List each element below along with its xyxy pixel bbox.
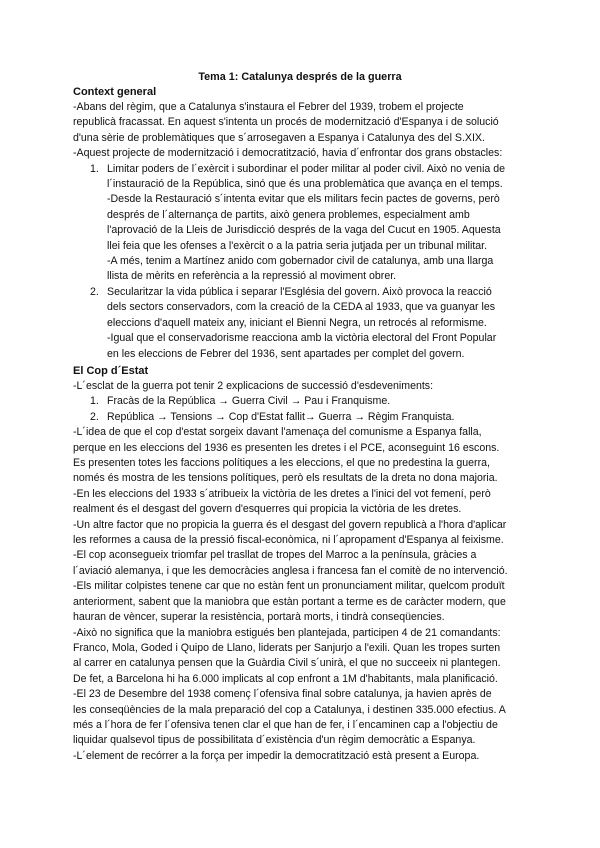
paragraph-line: -L´idea de que el cop d'estat sorgeix davant l'amenaça del comunisme a Espanya falla, [73,426,482,439]
paragraph-line: -El cop aconsegueix triomfar pel trasllat de tropes del Marroc a la península, gràcies a [73,549,477,562]
list-line: República → Tensions → Cop d'Estat fallit→ Guerra → Règim Franquista. [107,410,455,423]
list-line: Fracàs de la República → Guerra Civil → Pau i Franquisme. [107,395,391,408]
list-line: l'aprovació de la Lleis de Jurisdicció després de la vaga del Cucut en 1905. Aquesta [107,224,501,237]
list-line: Limitar poders de l´exèrcit i subordinar el poder militar al poder civil. Això no venia de [107,162,506,175]
list-number: 1. [90,162,99,175]
paragraph-line: -Un altre factor que no propicia la guerra és el desgast del govern republicà a l'hora d'aplicar [73,518,507,531]
paragraph-line: anteriorment, sabent que la maniobra que estàn portant a terme es de caràcter modern, que [73,595,506,608]
paragraph-line: d'una sèrie de problemàtiques que s´arrosegaven a Espanya i Catalunya des del S.XIX. [73,131,485,144]
paragraph-line: més a l´hora de fer l´ofensiva tenen clar el que han de fer, i l´encaminen cap a l'objectiu de [73,718,498,731]
list-line: -A més, tenim a Martínez anido com gobernador civil de catalunya, amb una llarga [107,255,494,268]
paragraph-line: les reformes a causa de la pressió fiscal-econòmica, ni l´apropament d'Espanya al feixisme. [73,534,504,547]
list-line: en les eleccions de Febrer del 1936, sent apartades per complet del govern. [107,347,465,360]
list-line: després de l´alternança de partits, això genera problemes, especialment amb [107,208,470,221]
paragraph-line: Es presenten totes les faccions polítiques a les eleccions, el que no predestina la guerra, [73,457,490,470]
list-line: dels sectors conservadors, com la creació de la CEDA al 1933, que va guanyar les [107,301,496,314]
explanations-list [73,394,535,425]
list-number: 1. [90,395,99,408]
list-line: llista de mèrits en referència a la repressió al moviment obrer. [107,270,397,283]
paragraph-line: -Abans del règim, que a Catalunya s'instaura el Febrer del 1939, trobem el projecte [73,101,464,113]
list-item [73,410,535,425]
list-number: 2. [90,410,99,423]
heading-context-general: Context general [73,86,157,98]
paragraph-line: liquidar qualsevol tipus de possibilitata d´existència d'un règim democràtic a Espanya. [73,734,476,747]
paragraph-line: -Els militar colpistes tenene car que no estàn fent un pronunciament militar, quelcom produït [73,580,505,593]
paragraph-line: l´aviació alemanya, i que les democràcies anglesa i francesa fan el comitè de no intervenció. [73,564,508,577]
context-intro [73,100,535,362]
heading-cop-estat: El Cop d´Estat [73,365,149,377]
paragraph-line: Franco, Mola, Goded i Quipo de Llano, liderats per Sanjurjo a l'exili. Quan les tropes surten [73,641,501,654]
list-item [73,162,535,285]
paragraph-line: les conseqüències de la mala preparació del cop a Catalunya, i destinen 335.000 efectius. A [73,703,506,716]
list-line: Secularitzar la vida pública i separar l'Església del govern. Això provoca la reacció [107,285,492,298]
list-item [73,394,535,409]
paragraph-line: -L´esclat de la guerra pot tenir 2 explicacions de successió d'esdeveniments: [73,380,434,392]
paragraph-line: hauran de vèncer, superar la resistència, portarà morts, i tindrà conseqüencies. [73,611,445,624]
paragraph-line: al carrer en catalunya pensen que la Guàrdia Civil s´unirà, el que no succeeix ni plantegen. [73,657,501,670]
paragraph-line: De fet, a Barcelona hi ha 6.000 implicats al cop enfront a 1M d'habitants, mala planificació. [73,672,498,685]
list-line: eleccions d'aquell mateix any, iniciant el Bienni Negra, un retrocés al reformisme. [107,316,487,329]
paragraph-line: -L´element de recórrer a la força per impedir la democratització està present a Europa. [73,749,480,762]
paragraph-line: -Això no significa que la maniobra estigués ben plantejada, participen 4 de 21 comandants: [73,626,501,639]
list-line: l´instauració de la República, sinó que és una problemàtica que avança en el temps. [107,178,503,191]
paragraph-line: republicà fracassat. En aquest s'intenta un procés de modernització d'Espanya i de solució [73,116,499,129]
list-line: -Desde la Restauració s´intenta evitar que els militars fecin pactes de governs, però [107,193,500,206]
paragraph-line: -En les eleccions del 1933 s´atribueix la victòria de les dretes a l'inici del vot femení, però [73,487,491,500]
document-title: Tema 1: Catalunya després de la guerra [198,71,402,83]
list-line: llei feia que les ofenses a l'exèrcit o a la patria seria jutjada per un tribunal militar. [107,239,488,252]
list-item [73,285,535,362]
list-number: 2. [90,285,99,298]
cop-content [73,379,535,764]
paragraph-line: -El 23 de Desembre del 1938 començ l´ofensiva final sobre catalunya, ja havien après de [73,688,492,701]
list-line: -Igual que el conservadorisme reacciona amb la victòria electoral del Front Popular [107,332,497,345]
paragraph-line: realment és el desgast del govern d'esquerres qui propicia la victòria de les dretes. [73,503,462,516]
paragraph-line: -Aquest projecte de modernització i democratització, havia d´enfrontar dos grans obstacles: [73,147,503,160]
paragraph-line: perque en les eleccions del 1936 es presenten les dretes i el PCE, aconseguint 16 escons. [73,441,500,454]
paragraph-line: només és mostra de les tensions polítiques, però els resultats de la dreta no dona majoria. [73,472,498,485]
obstacles-list [73,162,535,362]
